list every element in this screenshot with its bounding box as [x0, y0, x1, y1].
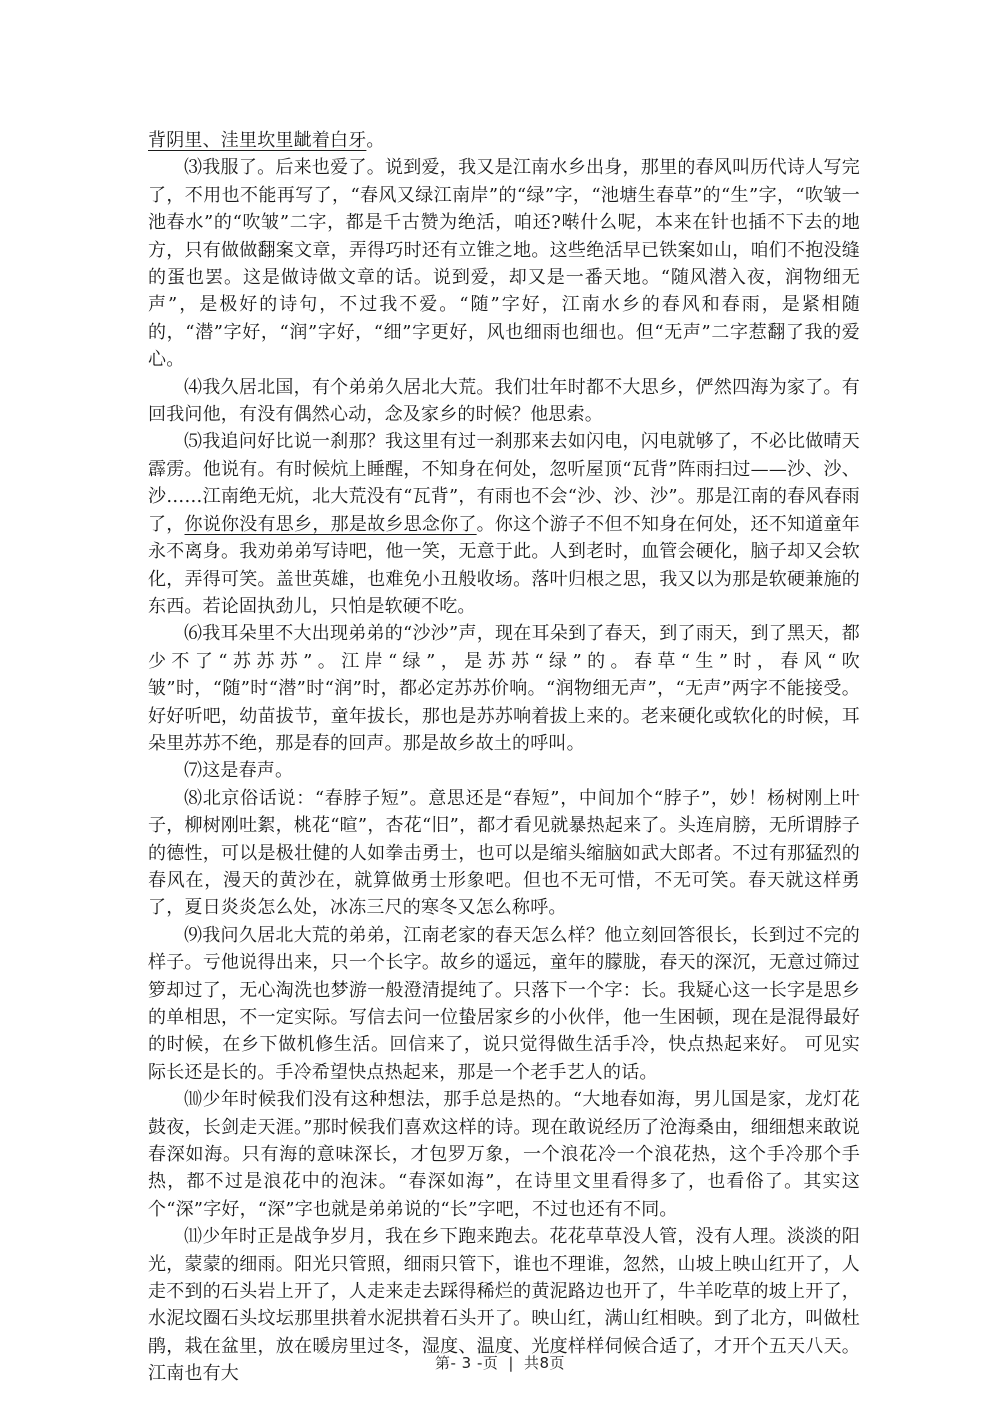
paragraph-text: ⑸我追问好比说一刹那？我这里有过一刹那来去如闪电，闪电就够了，不必比做晴天霹雳。他说有。有时候炕上睡醒，不知身在何处，忽听屋顶“瓦背”阵雨扫过——沙、沙、沙……江南绝无炕，北大荒没有“瓦背”，有雨也不会“沙、沙、沙”。那是江南的春风春雨了，: [148, 431, 860, 535]
paragraph-p10: [148, 1086, 860, 1223]
paragraph-p9: [148, 922, 860, 1086]
paragraph-p5: [148, 428, 860, 620]
footer-separator: |: [508, 1354, 514, 1372]
paragraph-text: ⑺这是春声。: [184, 760, 294, 782]
paragraph-p-cont: [148, 127, 860, 154]
paragraph-p4: [148, 374, 860, 429]
paragraph-p6: [148, 620, 860, 757]
underlined-text: 背阴里、洼里坎里龇着白牙: [148, 130, 367, 151]
underlined-text: 你说你没有思乡，那是故乡思念你了: [184, 513, 477, 535]
paragraph-text: ⑾少年时正是战争岁月，我在乡下跑来跑去。花花草草没人管，没有人理。淡淡的阳光，蒙蒙的细雨。阳光只管照，细雨只管下，谁也不理谁，忽然，山坡上映山红开了，人走不到的石头岩上开了，人走来走去踩得稀烂的黄泥路边也开了，牛羊吃草的坡上开了，水泥坟圈石头坟坛那里拱着水泥拱着石头开了。映山红，满山红相映。到了北方，叫做杜鹃，栽在盆里，放在暖房里过冬，湿度、温度、光度样样伺候合适了，才开个五天八天。 江南也有大: [148, 1226, 860, 1385]
paragraph-text: 。你这个游子不但不知身在何处，还不知道童年永不离身。我劝弟弟写诗吧，他一笑，无意于此。人到老时，血管会硬化，脑子却又会软化，弄得可笑。盖世英雄，也难免小丑般收场。落叶归根之思，我又以为那是软硬兼施的东西。若论固执劲儿，只怕是软硬不吃。: [148, 513, 860, 617]
article-body: [148, 127, 860, 1388]
paragraph-text: ⑽少年时候我们没有这种想法，那手总是热的。“大地春如海，男儿国是家，龙灯花鼓夜，长剑走天涯。”那时候我们喜欢这样的诗。现在敢说经历了沧海桑由，细细想来敢说春深如海。只有海的意味深长，才包罗万象，一个浪花冷一个浪花热，这个手冷那个手热，都不过是浪花中的泡沫。“春深如海”，在诗里文里看得多了，也看俗了。其实这个“深”字好，“深”字也就是弟弟说的“长”字吧，不过也还有不同。: [148, 1089, 860, 1220]
page-footer: [0, 1352, 1000, 1373]
paragraph-text: ⑶我服了。后来也爱了。说到爱，我又是江南水乡出身，那里的春风叫历代诗人写完了，不用也不能再写了，“春风又绿江南岸”的“绿”字，“池塘生春草”的“生”字，“吹皱一池春水”的“吹皱”二字，都是千古赞为绝活，咱还?啭什么呢，本来在针也插不下去的地方，只有做做翻案文章，弄得巧时还有立锥之地。这些绝活早已铁案如山，咱们不抱没缝的蛋也罢。这是做诗做文章的话。说到爱，却又是一番天地。“随风潜入夜，润物细无声”，是极好的诗句，不过我不爱。“随”字好，江南水乡的春风和春雨，是紧相随的，“潜”字好，“润”字好，“细”字更好，风也细雨也细也。但“无声”二字惹翻了我的爱心。: [148, 157, 860, 371]
page-number: 第- 3 -页: [434, 1354, 499, 1372]
paragraph-text: 。: [366, 130, 385, 151]
paragraph-text: ⑼我问久居北大荒的弟弟，江南老家的春天怎么样？他立刻回答很长，长到过不完的样子。亏他说得出来，只一个长字。故乡的遥远，童年的朦胧，春天的深沉，无意过筛过箩却过了，无心淘洗也梦游一般澄清提纯了。只落下一个字：长。我疑心这一长字是思乡的单相思，不一定实际。写信去问一位蛰居家乡的小伙伴，他一生困顿，现在是混得最好的时候，在乡下做机修生活。回信来了，说只觉得做生活手冷，快点热起来好。 可见实际长还是长的。手冷希望快点热起来，那是一个老手艺人的话。: [148, 924, 860, 1083]
paragraph-p7: [148, 757, 860, 784]
paragraph-p3: [148, 154, 860, 373]
paragraph-text: ⑹我耳朵里不大出现弟弟的“沙沙”声，现在耳朵到了春天，到了雨天，到了黑天，都少不了“苏苏苏”。江岸“绿”，是苏苏“绿”的。春草“生”时，春风“吹皱”时，“随”时“潜”时“润”时，都必定苏苏价响。“润物细无声”，“无声”两字不能接受。 好好听吧，幼苗拔节，童年拔长，那也是苏苏响着拔上来的。老来硬化或软化的时候，耳朵里苏苏不绝，那是春的回声。那是故乡故土的呼叫。: [148, 623, 860, 754]
total-pages: 共8页: [523, 1354, 565, 1372]
paragraph-text: ⑷我久居北国，有个弟弟久居北大荒。我们壮年时都不大思乡，俨然四海为家了。有回我问他，有没有偶然心动，念及家乡的时候？他思索。: [148, 376, 860, 426]
paragraph-text: ⑻北京俗话说：“春脖子短”。意思还是“春短”，中间加个“脖子”，妙！杨树刚上叶子，柳树刚吐絮，桃花“暄”，杏花“旧”，都才看见就暴热起来了。头连肩膀，无所谓脖子的德性，可以是极壮健的人如拳击勇士，也可以是缩头缩脑如武大郎者。不过有那猛烈的春风在，漫天的黄沙在，就算做勇士形象吧。但也不无可惜，不无可笑。春天就这样勇了，夏日炎炎怎么处，冰冻三尺的寒冬又怎么称呼。: [148, 787, 860, 919]
paragraph-p8: [148, 785, 860, 922]
